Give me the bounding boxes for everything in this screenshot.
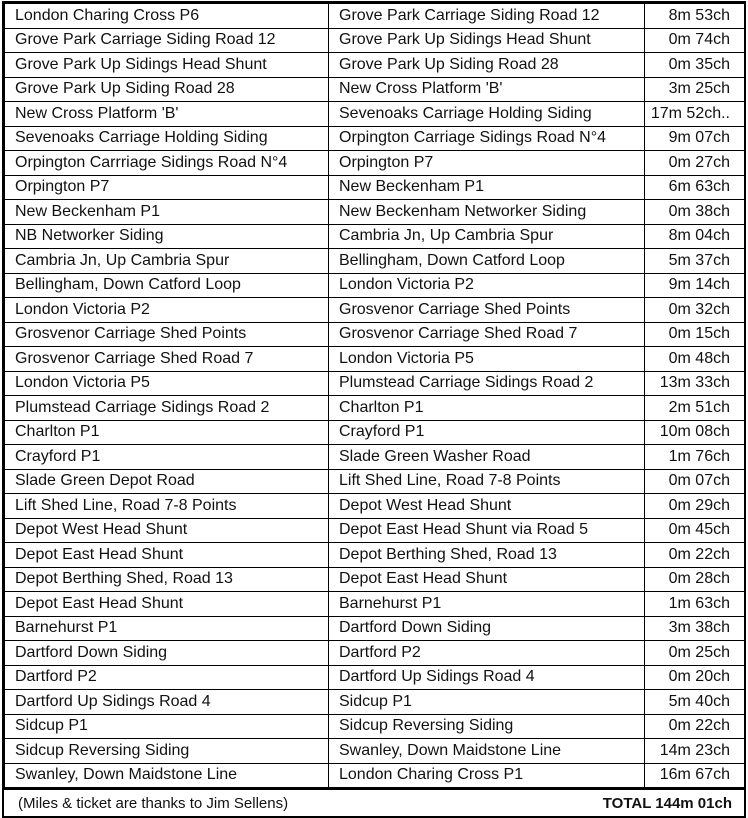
table-footer [4, 788, 744, 816]
distance-cell: 0m 22ch [645, 714, 745, 739]
distance-cell: 3m 38ch [645, 616, 745, 641]
to-location-cell: Orpington Carriage Sidings Road N°4 [329, 126, 645, 151]
from-location-cell: Bellingham, Down Catford Loop [5, 273, 329, 298]
to-location-cell: Cambria Jn, Up Cambria Spur [329, 224, 645, 249]
distance-cell: 0m 22ch [645, 543, 745, 568]
route-table-body [5, 4, 745, 788]
from-location-cell: Swanley, Down Maidstone Line [5, 763, 329, 788]
to-location-cell: Sidcup P1 [329, 690, 645, 715]
distance-cell: 3m 25ch [645, 77, 745, 102]
from-location-cell: Dartford Down Siding [5, 641, 329, 666]
from-location-cell: Grove Park Carriage Siding Road 12 [5, 28, 329, 53]
to-location-cell: Sidcup Reversing Siding [329, 714, 645, 739]
distance-cell: 9m 07ch [645, 126, 745, 151]
table-row [5, 4, 745, 29]
to-location-cell: New Beckenham Networker Siding [329, 200, 645, 225]
from-location-cell: Orpington Carrriage Sidings Road N°4 [5, 151, 329, 176]
distance-cell: 17m 52ch.. [645, 102, 745, 127]
from-location-cell: Plumstead Carriage Sidings Road 2 [5, 396, 329, 421]
total-distance: TOTAL 144m 01ch [602, 794, 732, 812]
table-row [5, 273, 745, 298]
distance-cell: 13m 33ch [645, 371, 745, 396]
to-location-cell: Depot East Head Shunt via Road 5 [329, 518, 645, 543]
table-row [5, 322, 745, 347]
to-location-cell: Barnehurst P1 [329, 592, 645, 617]
distance-cell: 5m 40ch [645, 690, 745, 715]
to-location-cell: Orpington P7 [329, 151, 645, 176]
distance-cell: 0m 35ch [645, 53, 745, 78]
to-location-cell: Lift Shed Line, Road 7-8 Points [329, 469, 645, 494]
from-location-cell: Dartford Up Sidings Road 4 [5, 690, 329, 715]
table-row [5, 518, 745, 543]
distance-cell: 0m 28ch [645, 567, 745, 592]
to-location-cell: Bellingham, Down Catford Loop [329, 249, 645, 274]
table-row [5, 224, 745, 249]
to-location-cell: London Charing Cross P1 [329, 763, 645, 788]
from-location-cell: Grosvenor Carriage Shed Road 7 [5, 347, 329, 372]
distance-cell: 1m 76ch [645, 445, 745, 470]
distance-cell: 8m 04ch [645, 224, 745, 249]
from-location-cell: Cambria Jn, Up Cambria Spur [5, 249, 329, 274]
table-row [5, 298, 745, 323]
to-location-cell: Grosvenor Carriage Shed Road 7 [329, 322, 645, 347]
table-row [5, 102, 745, 127]
from-location-cell: Orpington P7 [5, 175, 329, 200]
from-location-cell: New Beckenham P1 [5, 200, 329, 225]
to-location-cell: Crayford P1 [329, 420, 645, 445]
from-location-cell: Sevenoaks Carriage Holding Siding [5, 126, 329, 151]
table-row [5, 641, 745, 666]
route-table [4, 3, 745, 788]
credit-note: (Miles & ticket are thanks to Jim Sellens) [18, 794, 289, 812]
to-location-cell: Grove Park Carriage Siding Road 12 [329, 4, 645, 29]
from-location-cell: London Victoria P2 [5, 298, 329, 323]
distance-cell: 0m 15ch [645, 322, 745, 347]
table-row [5, 249, 745, 274]
to-location-cell: Charlton P1 [329, 396, 645, 421]
to-location-cell: Grosvenor Carriage Shed Points [329, 298, 645, 323]
from-location-cell: Slade Green Depot Road [5, 469, 329, 494]
distance-cell: 10m 08ch [645, 420, 745, 445]
table-row [5, 200, 745, 225]
from-location-cell: Grosvenor Carriage Shed Points [5, 322, 329, 347]
table-row [5, 494, 745, 519]
to-location-cell: Depot West Head Shunt [329, 494, 645, 519]
table-row [5, 616, 745, 641]
to-location-cell: Sevenoaks Carriage Holding Siding [329, 102, 645, 127]
distance-cell: 0m 29ch [645, 494, 745, 519]
table-row [5, 175, 745, 200]
table-row [5, 371, 745, 396]
table-row [5, 739, 745, 764]
to-location-cell: London Victoria P5 [329, 347, 645, 372]
distance-cell: 0m 27ch [645, 151, 745, 176]
distance-cell: 0m 48ch [645, 347, 745, 372]
distance-cell: 0m 07ch [645, 469, 745, 494]
from-location-cell: Depot East Head Shunt [5, 543, 329, 568]
distance-cell: 16m 67ch [645, 763, 745, 788]
from-location-cell: New Cross Platform 'B' [5, 102, 329, 127]
distance-cell: 0m 74ch [645, 28, 745, 53]
route-table-container [2, 1, 746, 818]
to-location-cell: Swanley, Down Maidstone Line [329, 739, 645, 764]
distance-cell: 9m 14ch [645, 273, 745, 298]
to-location-cell: New Cross Platform 'B' [329, 77, 645, 102]
table-row [5, 567, 745, 592]
to-location-cell: New Beckenham P1 [329, 175, 645, 200]
to-location-cell: Dartford Up Sidings Road 4 [329, 665, 645, 690]
table-row [5, 469, 745, 494]
distance-cell: 5m 37ch [645, 249, 745, 274]
to-location-cell: Dartford Down Siding [329, 616, 645, 641]
to-location-cell: Grove Park Up Sidings Head Shunt [329, 28, 645, 53]
from-location-cell: Sidcup P1 [5, 714, 329, 739]
distance-cell: 8m 53ch [645, 4, 745, 29]
from-location-cell: Sidcup Reversing Siding [5, 739, 329, 764]
table-row [5, 665, 745, 690]
distance-cell: 0m 20ch [645, 665, 745, 690]
from-location-cell: Grove Park Up Sidings Head Shunt [5, 53, 329, 78]
from-location-cell: Depot West Head Shunt [5, 518, 329, 543]
distance-cell: 0m 25ch [645, 641, 745, 666]
table-row [5, 28, 745, 53]
from-location-cell: Lift Shed Line, Road 7-8 Points [5, 494, 329, 519]
from-location-cell: Depot Berthing Shed, Road 13 [5, 567, 329, 592]
table-row [5, 420, 745, 445]
table-row [5, 347, 745, 372]
from-location-cell: Depot East Head Shunt [5, 592, 329, 617]
table-row [5, 151, 745, 176]
distance-cell: 0m 45ch [645, 518, 745, 543]
from-location-cell: London Charing Cross P6 [5, 4, 329, 29]
distance-cell: 1m 63ch [645, 592, 745, 617]
table-row [5, 592, 745, 617]
to-location-cell: Grove Park Up Siding Road 28 [329, 53, 645, 78]
table-row [5, 690, 745, 715]
table-row [5, 543, 745, 568]
distance-cell: 0m 38ch [645, 200, 745, 225]
table-row [5, 763, 745, 788]
table-row [5, 77, 745, 102]
to-location-cell: Dartford P2 [329, 641, 645, 666]
distance-cell: 0m 32ch [645, 298, 745, 323]
to-location-cell: London Victoria P2 [329, 273, 645, 298]
to-location-cell: Slade Green Washer Road [329, 445, 645, 470]
distance-cell: 6m 63ch [645, 175, 745, 200]
distance-cell: 2m 51ch [645, 396, 745, 421]
table-row [5, 714, 745, 739]
distance-cell: 14m 23ch [645, 739, 745, 764]
from-location-cell: Barnehurst P1 [5, 616, 329, 641]
table-row [5, 126, 745, 151]
to-location-cell: Plumstead Carriage Sidings Road 2 [329, 371, 645, 396]
from-location-cell: Charlton P1 [5, 420, 329, 445]
from-location-cell: London Victoria P5 [5, 371, 329, 396]
from-location-cell: Dartford P2 [5, 665, 329, 690]
from-location-cell: Grove Park Up Siding Road 28 [5, 77, 329, 102]
to-location-cell: Depot East Head Shunt [329, 567, 645, 592]
table-row [5, 53, 745, 78]
table-row [5, 396, 745, 421]
from-location-cell: Crayford P1 [5, 445, 329, 470]
table-row [5, 445, 745, 470]
from-location-cell: NB Networker Siding [5, 224, 329, 249]
to-location-cell: Depot Berthing Shed, Road 13 [329, 543, 645, 568]
